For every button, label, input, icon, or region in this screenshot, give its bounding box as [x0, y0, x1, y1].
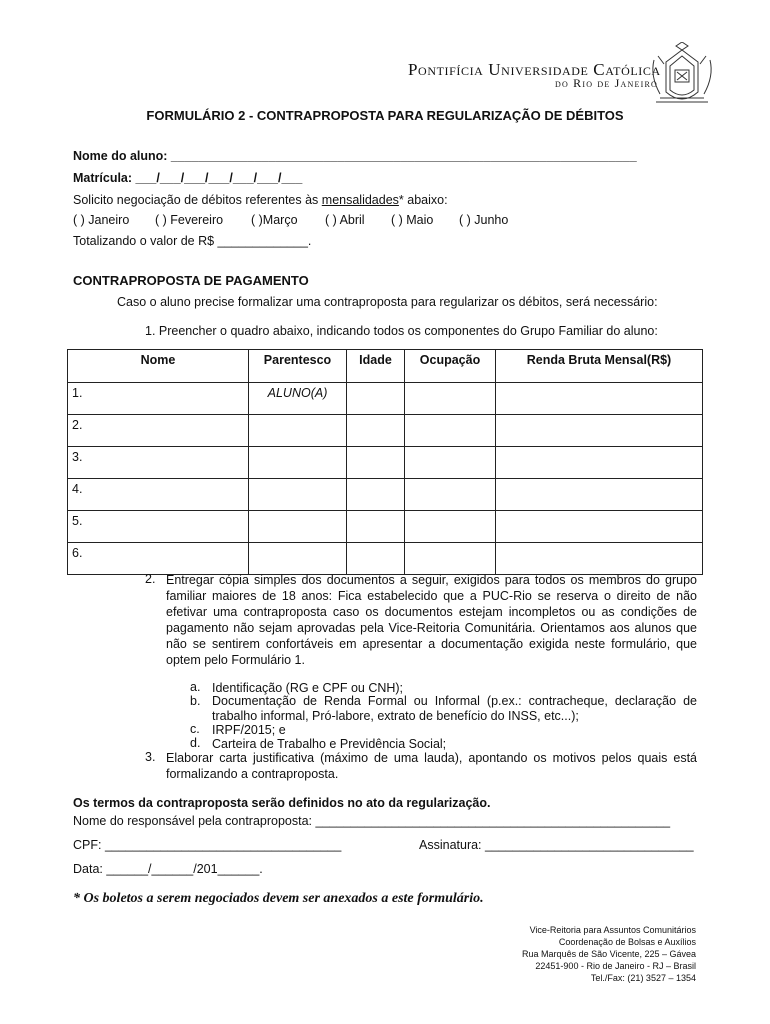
boletos-note: * Os boletos a serem negociados devem ser anexados a este formulário.	[73, 891, 484, 906]
terms-heading: Os termos da contraproposta serão definidos no ato da regularização.	[73, 796, 491, 810]
item-letter: a.	[190, 680, 201, 694]
date-field[interactable]: Data: ______/______/201______.	[73, 862, 263, 876]
university-crest-logo	[646, 42, 718, 108]
cell-ocupacao[interactable]	[405, 447, 496, 479]
cell-renda[interactable]	[496, 479, 703, 511]
step-3-text: Elaborar carta justificativa (máximo de uma lauda), apontando os motivos pelos quais está formalizando a contraproposta.	[166, 751, 697, 781]
cell-nome[interactable]: 6.	[68, 543, 249, 575]
footer-line: Coordenação de Bolsas e Auxílios	[558, 937, 696, 947]
item-letter: c.	[190, 722, 200, 736]
item-letter: b.	[190, 694, 201, 708]
university-name: Pontifícia Universidade Católica	[408, 60, 661, 79]
cell-parentesco[interactable]	[249, 511, 347, 543]
table-row	[68, 415, 703, 447]
section-intro: Caso o aluno precise formalizar uma contraproposta para regularizar os débitos, será necessário:	[117, 295, 658, 309]
footer-address	[396, 924, 696, 984]
cell-renda[interactable]	[496, 383, 703, 415]
item-text: Carteira de Trabalho e Previdência Social;	[212, 737, 447, 751]
total-value-field[interactable]: Totalizando o valor de R$ _____________.	[73, 234, 312, 248]
table-row	[68, 511, 703, 543]
month-option-maio[interactable]: ( ) Maio	[391, 213, 434, 227]
matricula-field[interactable]: Matrícula: ___/___/___/___/___/___/___	[73, 171, 303, 185]
family-group-table	[67, 349, 703, 575]
request-underlined: mensalidades	[321, 193, 399, 207]
cell-nome[interactable]: 1.	[68, 383, 249, 415]
cell-renda[interactable]	[496, 543, 703, 575]
responsible-name-field[interactable]: Nome do responsável pela contraproposta: ___________________________________________________	[73, 814, 671, 828]
cell-ocupacao[interactable]	[405, 479, 496, 511]
cell-ocupacao[interactable]	[405, 415, 496, 447]
student-name-field[interactable]: Nome do aluno: ___________________________________________________________________	[73, 149, 637, 163]
cell-idade[interactable]	[347, 479, 405, 511]
cell-nome[interactable]: 2.	[68, 415, 249, 447]
table-row	[68, 383, 703, 415]
table-row	[68, 479, 703, 511]
request-suffix: * abaixo:	[398, 193, 448, 207]
cell-renda[interactable]	[496, 511, 703, 543]
item-text: Identificação (RG e CPF ou CNH);	[212, 681, 404, 695]
cell-ocupacao[interactable]	[405, 511, 496, 543]
step-3-number: 3.	[145, 750, 156, 764]
table-row	[68, 543, 703, 575]
request-line	[73, 193, 448, 207]
cell-parentesco[interactable]	[249, 479, 347, 511]
signature-field[interactable]: Assinatura: ______________________________	[419, 838, 694, 852]
header-nome: Nome	[68, 350, 249, 383]
month-option-abril[interactable]: ( ) Abril	[325, 213, 365, 227]
cell-idade[interactable]	[347, 511, 405, 543]
request-prefix: Solicito negociação de débitos referentes às	[73, 193, 322, 207]
item-letter: d.	[190, 736, 201, 750]
month-option-fevereiro[interactable]: ( ) Fevereiro	[155, 213, 224, 227]
table-row	[68, 447, 703, 479]
cell-idade[interactable]	[347, 383, 405, 415]
header-parentesco: Parentesco	[249, 350, 347, 383]
month-option-junho[interactable]: ( ) Junho	[459, 213, 509, 227]
cell-renda[interactable]	[496, 415, 703, 447]
footer-line: Rua Marquês de São Vicente, 225 – Gávea	[522, 949, 696, 959]
university-city: do Rio de Janeiro	[555, 76, 658, 90]
footer-line: Vice-Reitoria para Assuntos Comunitários	[529, 925, 696, 935]
cell-parentesco[interactable]	[249, 415, 347, 447]
cell-parentesco[interactable]	[249, 543, 347, 575]
cell-parentesco[interactable]: ALUNO(A)	[249, 383, 347, 415]
item-text: Documentação de Renda Formal ou Informal (p.ex.: contracheque, declaração de trabalho informal, Pró-labore, extrato de benefício do INSS, etc...);	[212, 694, 697, 723]
cell-nome[interactable]: 3.	[68, 447, 249, 479]
item-text: IRPF/2015; e	[212, 723, 286, 737]
step-1-text: 1. Preencher o quadro abaixo, indicando todos os componentes do Grupo Familiar do aluno:	[145, 324, 658, 338]
section-heading: CONTRAPROPOSTA DE PAGAMENTO	[73, 273, 309, 288]
step-2-text: Entregar cópia simples dos documentos a seguir, exigidos para todos os membros do grupo familiar maiores de 18 anos: Fica estabelecido que a PUC-Rio se reserva o direito de não efetivar uma contraproposta caso os documentos estejam incompletos ou as condições de pagamento não sejam aprovadas pela Vice-Reitoria Comunitária. Orientamos aos alunos que não se sentirem confortáveis em apresentar a documentação exigida neste formulário, que optem pelo Formulário 1.	[166, 573, 697, 667]
cell-ocupacao[interactable]	[405, 383, 496, 415]
step-2-number: 2.	[145, 572, 156, 586]
month-option-marco[interactable]: ( )Março	[251, 213, 298, 227]
footer-line: Tel./Fax: (21) 3527 – 1354	[590, 973, 696, 983]
cpf-field[interactable]: CPF: __________________________________	[73, 838, 342, 852]
table-header-row	[68, 350, 703, 383]
cell-parentesco[interactable]	[249, 447, 347, 479]
cell-nome[interactable]: 4.	[68, 479, 249, 511]
cell-ocupacao[interactable]	[405, 543, 496, 575]
header-ocupacao: Ocupação	[405, 350, 496, 383]
cell-nome[interactable]: 5.	[68, 511, 249, 543]
header-renda: Renda Bruta Mensal(R$)	[496, 350, 703, 383]
cell-idade[interactable]	[347, 543, 405, 575]
form-title: FORMULÁRIO 2 - CONTRAPROPOSTA PARA REGULARIZAÇÃO DE DÉBITOS	[146, 108, 624, 123]
footer-line: 22451-900 - Rio de Janeiro - RJ – Brasil	[535, 961, 696, 971]
month-option-janeiro[interactable]: ( ) Janeiro	[73, 213, 130, 227]
cell-idade[interactable]	[347, 447, 405, 479]
header-idade: Idade	[347, 350, 405, 383]
cell-idade[interactable]	[347, 415, 405, 447]
cell-renda[interactable]	[496, 447, 703, 479]
